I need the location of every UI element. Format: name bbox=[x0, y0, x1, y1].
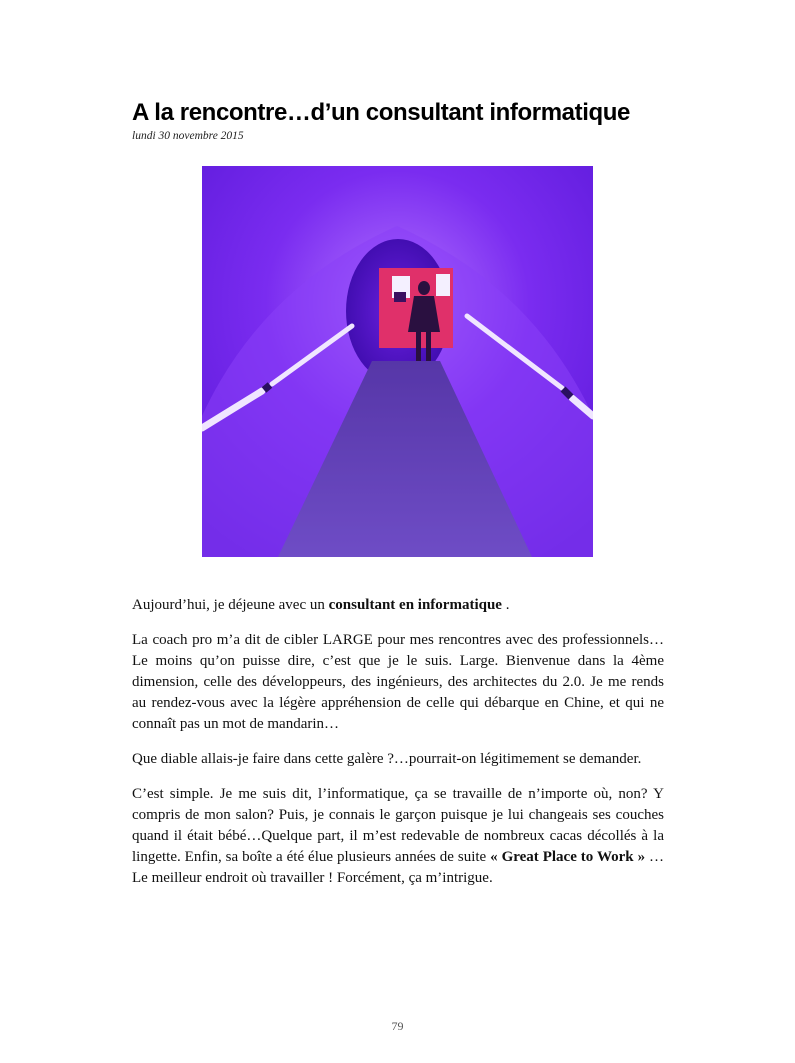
paragraph-2: La coach pro m’a dit de cibler LARGE pour mes rencontres avec des professionnels…Le moins qu’on puisse dire, c’est que je le suis. Large. Bienvenue dans la 4ème dimension, celle des développeurs, des ingénieurs, des architectes du 2.0. Je me rends au rendez-vous avec la légère appréhension de celle qui débarque en Chine, et qui ne connaît pas un mot de mandarin… bbox=[132, 632, 664, 732]
p1-bold: consultant en informatique bbox=[328, 597, 502, 613]
paragraph-1 bbox=[132, 595, 664, 616]
paragraph-3: Que diable allais-je faire dans cette galère ?…pourrait-on légitimement se demander. bbox=[132, 751, 642, 767]
p4-bold: « Great Place to Work » bbox=[490, 849, 646, 865]
article-title: A la rencontre…d’un consultant informatique bbox=[132, 99, 630, 126]
p4-text: C’est simple. Je me suis dit, l’informatique, ça se travaille de n’importe où, non? Y compris de mon salon? Puis, je connais le garçon puisque je lui changeais ses couches quand il était bébé…Quelque part, il m’est redevable de nombreux cacas décollés à la lingette. Enfin, sa boîte a été élue plusieurs années de suite bbox=[132, 786, 664, 865]
p1-text: Aujourd’hui, je déjeune avec un bbox=[132, 597, 329, 613]
p1-after: . bbox=[501, 597, 510, 613]
tunnel-photo bbox=[202, 166, 593, 557]
p4-after: …Le meilleur endroit où travailler ! Forcément, ça m’intrigue. bbox=[132, 849, 665, 886]
article-date: lundi 30 novembre 2015 bbox=[132, 130, 244, 142]
article-body bbox=[132, 595, 664, 903]
page-number: 79 bbox=[391, 1019, 404, 1033]
paragraph-4 bbox=[132, 784, 664, 889]
